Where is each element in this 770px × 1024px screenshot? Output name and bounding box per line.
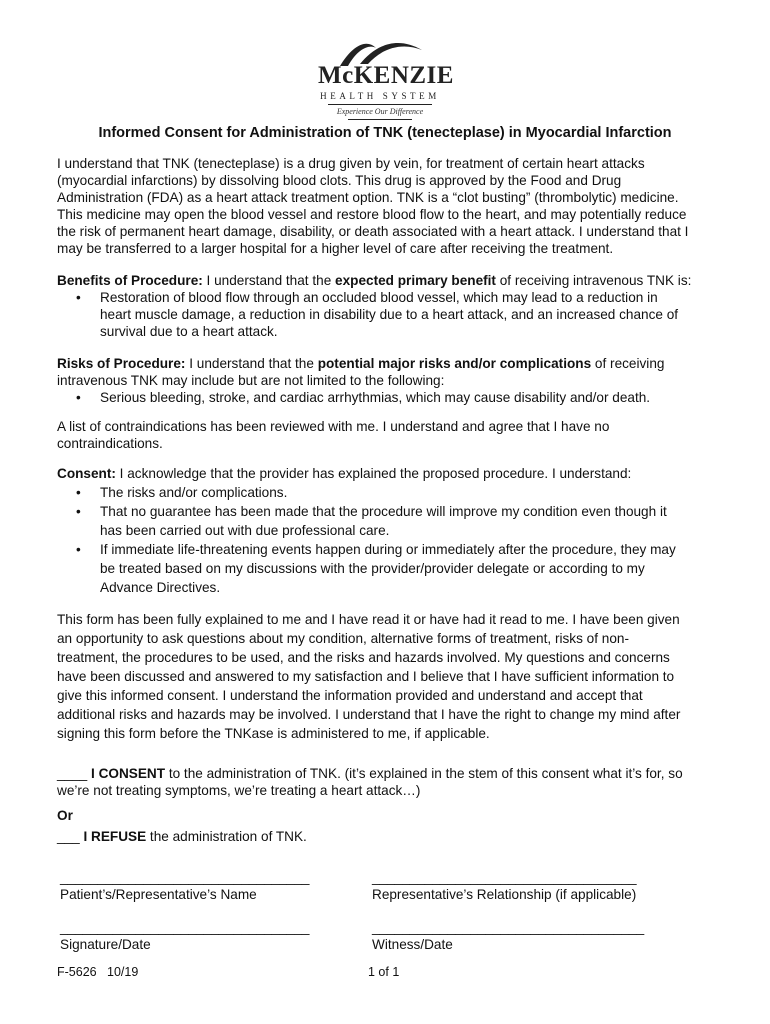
intro-line: (myocardial infarctions) by dissolving blood clots. This drug is approved by the Food and Drug <box>57 173 622 188</box>
intro-line: Administration (FDA) as a heart attack treatment option. TNK is a “clot busting” (thrombolytic) medicine. <box>57 190 679 205</box>
consent-item-line: If immediate life-threatening events happen during or immediately after the procedure, they may <box>100 542 676 557</box>
intro-line: the risk of permanent heart damage, disability, or death associated with a heart attack. I understand that I <box>57 224 689 239</box>
relationship-label: Representative’s Relationship (if applicable) <box>372 887 637 902</box>
bullet-icon: • <box>76 290 81 305</box>
intro-paragraph <box>57 155 712 257</box>
consent-choice <box>57 765 712 799</box>
bullet-icon: • <box>76 390 81 405</box>
witness-date-label: Witness/Date <box>372 937 453 952</box>
or-label: Or <box>57 808 73 823</box>
explained-line: an opportunity to ask questions about my condition, alternative forms of treatment, risks of non- <box>57 631 629 646</box>
logo-brand: McKENZIE <box>318 62 454 89</box>
explained-line: signing this form before the TNKase is administered to me, if applicable. <box>57 726 490 741</box>
consent-option-label: I CONSENT <box>87 766 166 781</box>
benefits-list <box>57 289 712 340</box>
benefits-item-line: survival due to a heart attack. <box>100 324 278 339</box>
intro-line: I understand that TNK (tenecteplase) is a drug given by vein, for treatment of certain heart attacks <box>57 156 645 171</box>
risks-list-item <box>57 389 712 406</box>
patient-name-line[interactable]: _________________________________ <box>60 870 310 885</box>
refuse-option-label: I REFUSE <box>79 829 147 844</box>
witness-line[interactable]: ____________________________________ <box>372 920 645 935</box>
consent-list <box>57 483 712 597</box>
intro-line: may be transferred to a larger hospital for a higher level of care after receiving the treatment. <box>57 241 614 256</box>
consent-option-text: to the administration of TNK. (it’s explained in the stem of this consent what it’s for, so <box>165 766 683 781</box>
contra-line: A list of contraindications has been reviewed with me. I understand and agree that I have no <box>57 419 610 434</box>
benefits-section <box>57 272 712 340</box>
consent-text: I acknowledge that the provider has explained the proposed procedure. I understand: <box>115 466 632 481</box>
risks-item-line: Serious bleeding, stroke, and cardiac arrhythmias, which may cause disability and/or death. <box>100 390 651 405</box>
mckenzie-logo <box>318 40 454 124</box>
risks-heading-line <box>57 355 712 372</box>
refuse-blank[interactable]: ___ <box>57 829 80 844</box>
risks-emphasis: potential major risks and/or complications <box>317 356 592 371</box>
or-label-wrap <box>57 807 712 824</box>
consent-item-line: be treated based on my discussions with the provider/provider delegate or according to my <box>100 561 645 576</box>
risks-text: I understand that the <box>185 356 318 371</box>
consent-section <box>57 464 712 597</box>
explanation-paragraph <box>57 610 712 743</box>
consent-item-line: Advance Directives. <box>100 580 221 595</box>
benefits-label: Benefits of Procedure: <box>57 273 203 288</box>
logo-divider-bottom <box>348 119 412 120</box>
signature-date-label: Signature/Date <box>60 937 151 952</box>
benefits-list-item <box>57 289 712 340</box>
relationship-line[interactable]: ___________________________________ <box>372 870 637 885</box>
explained-line: treatment, the procedures to be used, and the risks and hazards involved. My questions and concerns <box>57 650 670 665</box>
consent-blank[interactable]: ____ <box>57 766 88 781</box>
page-number: 1 of 1 <box>368 965 400 979</box>
logo-tagline: Experience Our Difference <box>336 107 424 116</box>
consent-list-item <box>57 483 712 502</box>
explained-line: This form has been fully explained to me and I have read it or have had it read to me. I have been given <box>57 612 680 627</box>
refuse-option-line <box>57 828 712 845</box>
bullet-icon: • <box>76 485 81 500</box>
consent-option-line2: we’re not treating symptoms, we’re treating a heart attack…) <box>57 783 421 798</box>
refuse-choice <box>57 828 712 845</box>
patient-name-label: Patient’s/Representative’s Name <box>60 887 257 902</box>
logo-subtitle: HEALTH SYSTEM <box>320 91 440 101</box>
benefits-item-line: Restoration of blood flow through an occluded blood vessel, which may lead to a reduction in <box>100 290 658 305</box>
contra-line: contraindications. <box>57 436 163 451</box>
intro-line: This medicine may open the blood vessel and restore blood flow to the heart, and may potentially reduce <box>57 207 687 222</box>
risks-section <box>57 355 712 406</box>
consent-list-item <box>57 540 712 597</box>
refuse-option-text: the administration of TNK. <box>146 829 307 844</box>
signature-line[interactable]: _________________________________ <box>60 920 310 935</box>
benefits-item-line: heart muscle damage, a reduction in disability due to a heart attack, and an increased chance of <box>100 307 679 322</box>
consent-heading-line <box>57 464 712 483</box>
risks-list <box>57 389 712 406</box>
bullet-icon: • <box>76 542 81 557</box>
document-title: Informed Consent for Administration of TNK (tenecteplase) in Myocardial Infarction <box>98 125 672 141</box>
consent-item-line: The risks and/or complications. <box>100 485 288 500</box>
consent-list-item <box>57 502 712 540</box>
contraindications-paragraph <box>57 418 712 452</box>
risks-line: intravenous TNK may include but are not limited to the following: <box>57 373 445 388</box>
risks-text-end: of receiving <box>591 356 665 371</box>
risks-label: Risks of Procedure: <box>57 356 186 371</box>
benefits-emphasis: expected primary benefit <box>335 273 496 288</box>
explained-line: give this informed consent. I understand the information provided and understand and accept that <box>57 688 643 703</box>
consent-label: Consent: <box>57 466 116 481</box>
logo-divider <box>328 104 432 105</box>
benefits-text-end: of receiving intravenous TNK is: <box>495 273 692 288</box>
form-number: F-5626 10/19 <box>57 965 139 979</box>
consent-option-line <box>57 765 712 782</box>
explained-line: have been discussed and answered to my satisfaction and I believe that I have sufficient information to <box>57 669 675 684</box>
bullet-icon: • <box>76 504 81 519</box>
consent-item-line: has been carried out with due professional care. <box>100 523 390 538</box>
benefits-heading-line <box>57 272 712 289</box>
consent-item-line: That no guarantee has been made that the procedure will improve my condition even though it <box>100 504 667 519</box>
benefits-text: I understand that the <box>202 273 336 288</box>
explained-line: additional risks and hazards may be involved. I understand that I have the right to change my mind after <box>57 707 681 722</box>
